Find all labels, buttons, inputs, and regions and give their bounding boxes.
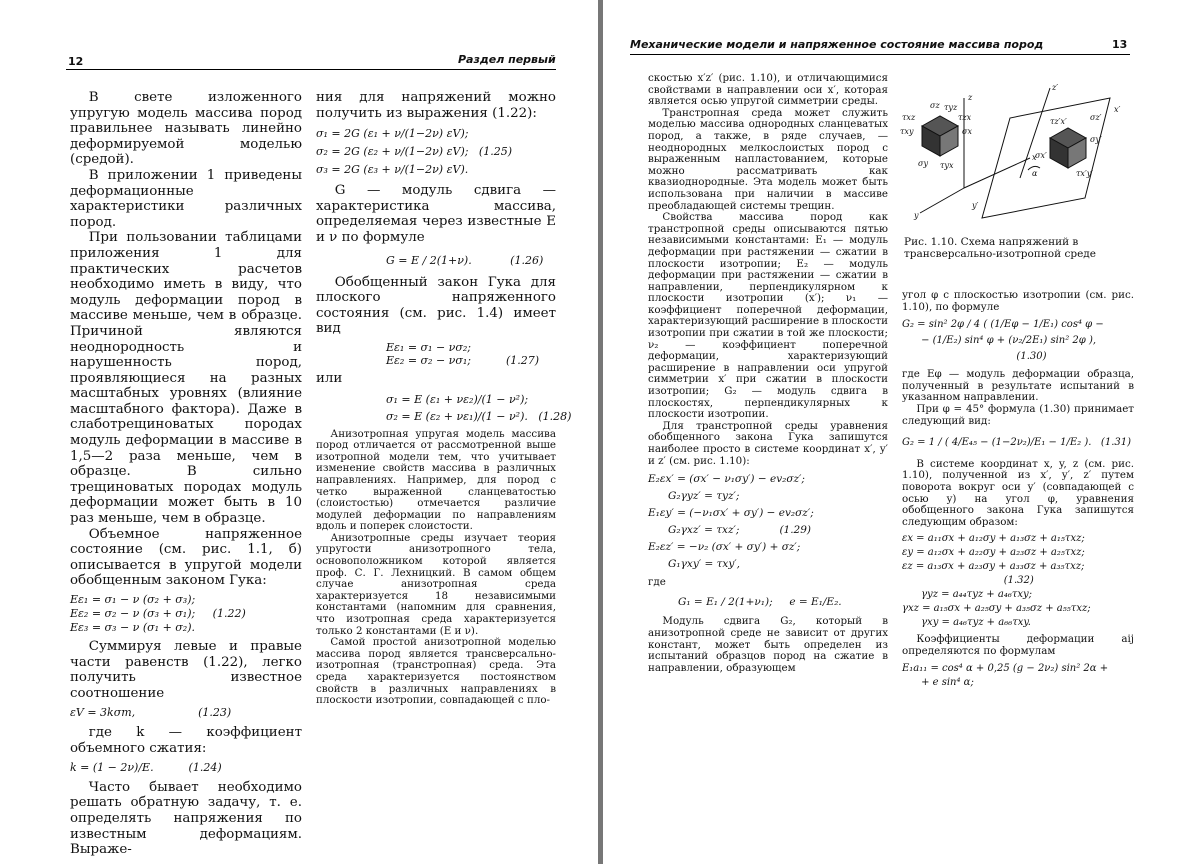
paragraph: Суммируя левые и правые части равенств (1.22), легко получить известное соотношение [70, 639, 302, 701]
fig-label: τyx [940, 161, 954, 170]
fig-label: τx′y′ [1076, 169, 1094, 178]
paragraph: Самой простой анизотропной моделью массива пород является трансверсально-изотропная (транстропная) среда. Эта среда характеризуется постоянством свойств в различных направлениях в плоскости изотропии, совпадающей с пло- [316, 636, 556, 707]
equation-1-27: Eε₁ = σ₁ − νσ₂; Eε₂ = σ₂ − νσ₁; (1.27) [386, 340, 540, 367]
paragraph: При φ = 45° формула (1.30) принимает следующий вид: [902, 402, 1134, 427]
paragraph: Часто бывает необходимо решать обратную задачу, т. е. определять напряжения по известным деформациям. Выраже- [70, 779, 302, 858]
paragraph: В системе координат x, y, z (см. рис. 1.10), полученной из x′, y′, z′ путем поворота вокруг оси y′ (совпадающей с осью y) на угол φ, уравнения обобщенного закона Гука запишутся следующим образом: [902, 457, 1134, 528]
right-column-1 [648, 73, 888, 843]
left-running-head: Раздел первый [458, 53, 556, 66]
equation-g1: G₁ = E₁ / 2(1+ν₁); e = E₁/E₂. [678, 595, 842, 608]
fig-label: σx′ [1035, 151, 1047, 160]
paragraph: При пользовании таблицами приложения 1 для практических расчетов необходимо иметь в виду, что модуль деформации пород в массиве меньше, чем в образце. Причиной являются неоднородность и нарушенность пород, проявляющиеся на разных масштабных уровнях (влияние масштабного фактора). Даже в слаботрещиноватых породах модуль деформации в массиве в 1,5—2 раза меньше, чем в образце. В сильно трещиноватых породах модуль деформации может быть в 10 раз меньше, чем в образце. [70, 230, 302, 527]
paragraph: Объемное напряженное состояние (см. рис. 1.1, б) описывается в упругой модели обобщенным законом Гука: [70, 526, 302, 589]
fig-label: σz [930, 101, 940, 110]
equation-last: E₁a₁₁ = cos⁴ α + 0,25 (g − 2ν₂) sin² 2α + + e sin⁴ α; [902, 662, 1109, 688]
fig-label: σx [962, 127, 972, 136]
fig-label: σz′ [1090, 113, 1102, 122]
fig-label: y′ [972, 201, 979, 210]
fig-label: τzx [958, 113, 972, 122]
figure-1-10-stress-diagram [900, 78, 1130, 228]
fig-label: x′ [1114, 105, 1121, 114]
paragraph: где Eφ — модуль деформации образца, полученный в результате испытаний в указанном направлении. [902, 368, 1134, 404]
left-column-2 [316, 90, 572, 840]
fig-label: τz′x′ [1050, 117, 1067, 126]
equation-1-23: εV = 3kσm, (1.23) [70, 706, 232, 720]
where-word: где [648, 576, 666, 589]
paragraph: Обобщенный закон Гука для плоского напряженного состояния (см. рис. 1.4) имеет вид [316, 274, 556, 337]
equation-1-29: E₂εx′ = (σx′ − ν₁σy′) − ev₂σz′; G₂γyz′ = τyz′; E₁εy′ = (−ν₁σx′ + σy′) − ev₂σz′; G₂γxz′ = τxz′; (1.29) E₂εz′ = −ν₂ (σx′ + σy′) + σz′; G₁γxy′ = τxy′, [648, 473, 814, 571]
page-gutter [598, 0, 603, 864]
fig-label: y [914, 211, 919, 220]
paragraph: Анизотропная упругая модель массива пород отличается от рассмотренной выше изотропной модели тем, что учитывает изменение свойств массива в различных направлениях. Например, для пород с четко выраженной сланцеватостью (слоистостью) отмечается различие модулей деформации по направлениям вдоль и поперек слоистости. [316, 427, 556, 533]
fig-label: x [1032, 153, 1037, 162]
fig-label: z′ [1052, 83, 1059, 92]
fig-label: α [1032, 169, 1038, 178]
right-page-number: 13 [1112, 38, 1128, 51]
equation-1-26: G = E / 2(1+ν). (1.26) [386, 253, 544, 267]
or-word: или [316, 370, 343, 386]
fig-label: τxy [900, 127, 914, 136]
paragraph: В свете изложенного упругую модель массива пород правильнее называть линейно деформируемой моделью (средой). [70, 90, 302, 168]
paragraph: G — модуль сдвига — характеристика массива, определяемая через известные E и ν по формуле [316, 183, 556, 245]
paragraph: где k — коэффициент объемного сжатия: [70, 724, 302, 756]
paragraph: скостью x′z′ (рис. 1.10), и отличающимися свойствами в направлении оси x′, которая является осью упругой симметрии среды. [648, 72, 888, 108]
equation-1-30: G₂ = sin² 2φ / 4 ( (1/Eφ − 1/E₁) cos⁴ φ − − (1/E₂) sin⁴ φ + (ν₂/2E₁) sin² 2φ ), (1.30) [902, 319, 1104, 363]
figure-caption: Рис. 1.10. Схема напряжений в трансверсально-изотропной среде [904, 236, 1096, 260]
equation-1-25: σ₁ = 2G (ε₁ + ν/(1−2ν) εV); σ₂ = 2G (ε₂ + ν/(1−2ν) εV); (1.25) σ₃ = 2G (ε₃ + ν/(1−2ν) εV). [316, 127, 513, 177]
right-header-rule [630, 54, 1130, 55]
left-page-number: 12 [68, 55, 84, 68]
paragraph: угол φ с плоскостью изотропии (см. рис. 1.10), по формуле [902, 289, 1134, 313]
left-header-rule [66, 69, 556, 70]
fig-label: τxz [902, 113, 916, 122]
paragraph: Транстропная среда может служить моделью массива однородных сланцеватых пород, а также, в ряде случаев, — неоднородных мелкослоистых пород с выраженным напластованием, которые можно рассматривать как квазиоднородные. Эта модель может быть использована при наличии в массиве преобладающей системы трещин. [648, 106, 888, 212]
left-column-1 [70, 90, 302, 858]
paragraph: Модуль сдвига G₂, который в анизотропной среде не зависит от других констант, может быть определен из испытаний образцов пород на сжатие в направлении, образующем [648, 615, 888, 674]
paragraph: В приложении 1 приведены деформационные характеристики различных пород. [70, 167, 302, 230]
equation-1-31: G₂ = 1 / ( 4/E₄₅ − (1−2ν₂)/E₁ − 1/E₂ ). (1.31) [902, 437, 1131, 449]
paragraph: Анизотропные среды изучает теория упругости анизотропного тела, основоположником которой является проф. С. Г. Лехницкий. В самом общем случае анизотропная среда характеризуется 18 независимыми константами (напомним для сравнения, что изотропная среда характеризуется только 2 константами (E и ν). [316, 531, 556, 637]
right-column-2 [902, 290, 1134, 840]
equation-1-24: k = (1 − 2ν)/E. (1.24) [70, 761, 222, 775]
fig-label: τyz [944, 103, 958, 112]
equation-1-22: Eε₁ = σ₁ − ν (σ₂ + σ₃); Eε₂ = σ₂ − ν (σ₃ + σ₁); (1.22) Eε₃ = σ₃ − ν (σ₁ + σ₂). [70, 593, 246, 634]
right-running-head: Механические модели и напряженное состояние массива пород [630, 38, 1044, 51]
fig-label: σy′ [1090, 135, 1102, 144]
equation-1-32: εx = a₁₁σx + a₁₂σy + a₁₃σz + a₁₅τxz; εy = a₁₂σx + a₂₂σy + a₂₃σz + a₂₅τxz; εz = a₁₃σx + a₂₃σy + a₃₃σz + a₃₅τxz; (1.32) γyz = a₄₄τyz + a₄₆τxy; γxz = a₁₅σx + a₂₅σy + a₃₅σz + a₅₅τxz; γxy = a₄₆τyz + a₆₆τxy. [902, 533, 1091, 629]
fig-label: z [968, 93, 973, 102]
paragraph: Для транстропной среды уравнения обобщенного закона Гука запишутся наиболее просто в системе координат x′, y′ и z′ (см. рис. 1.10): [648, 419, 888, 467]
equation-1-28: σ₁ = E (ε₁ + νε₂)/(1 − ν²); σ₂ = E (ε₂ + νε₁)/(1 − ν²). (1.28) [386, 392, 572, 423]
paragraph: Свойства массива пород как транстропной среды описываются пятью независимыми константами: E₁ — модуль деформации при растяжении — сжатии в плоскости изотропии; E₂ — модуль деформации при растяжении — сжатии в направлении, перпендикулярном к плоскости изотропии (x′); ν₁ — коэффициент поперечной деформации, характеризующий расширение в плоскости изотропии при сжатии в той же плоскости; ν₂ — коэффициент поперечной деформации, характеризующий расширение в направлении оси упругой симметрии x′ при сжатии в плоскости изотропии; G₂ — модуль сдвига в плоскостях, перпендикулярных к плоскости изотропии. [648, 211, 888, 421]
fig-label: σy [918, 159, 928, 168]
paragraph: Коэффициенты деформации aij определяются по формулам [902, 633, 1134, 657]
paragraph: ния для напряжений можно получить из выражения (1.22): [316, 90, 556, 121]
